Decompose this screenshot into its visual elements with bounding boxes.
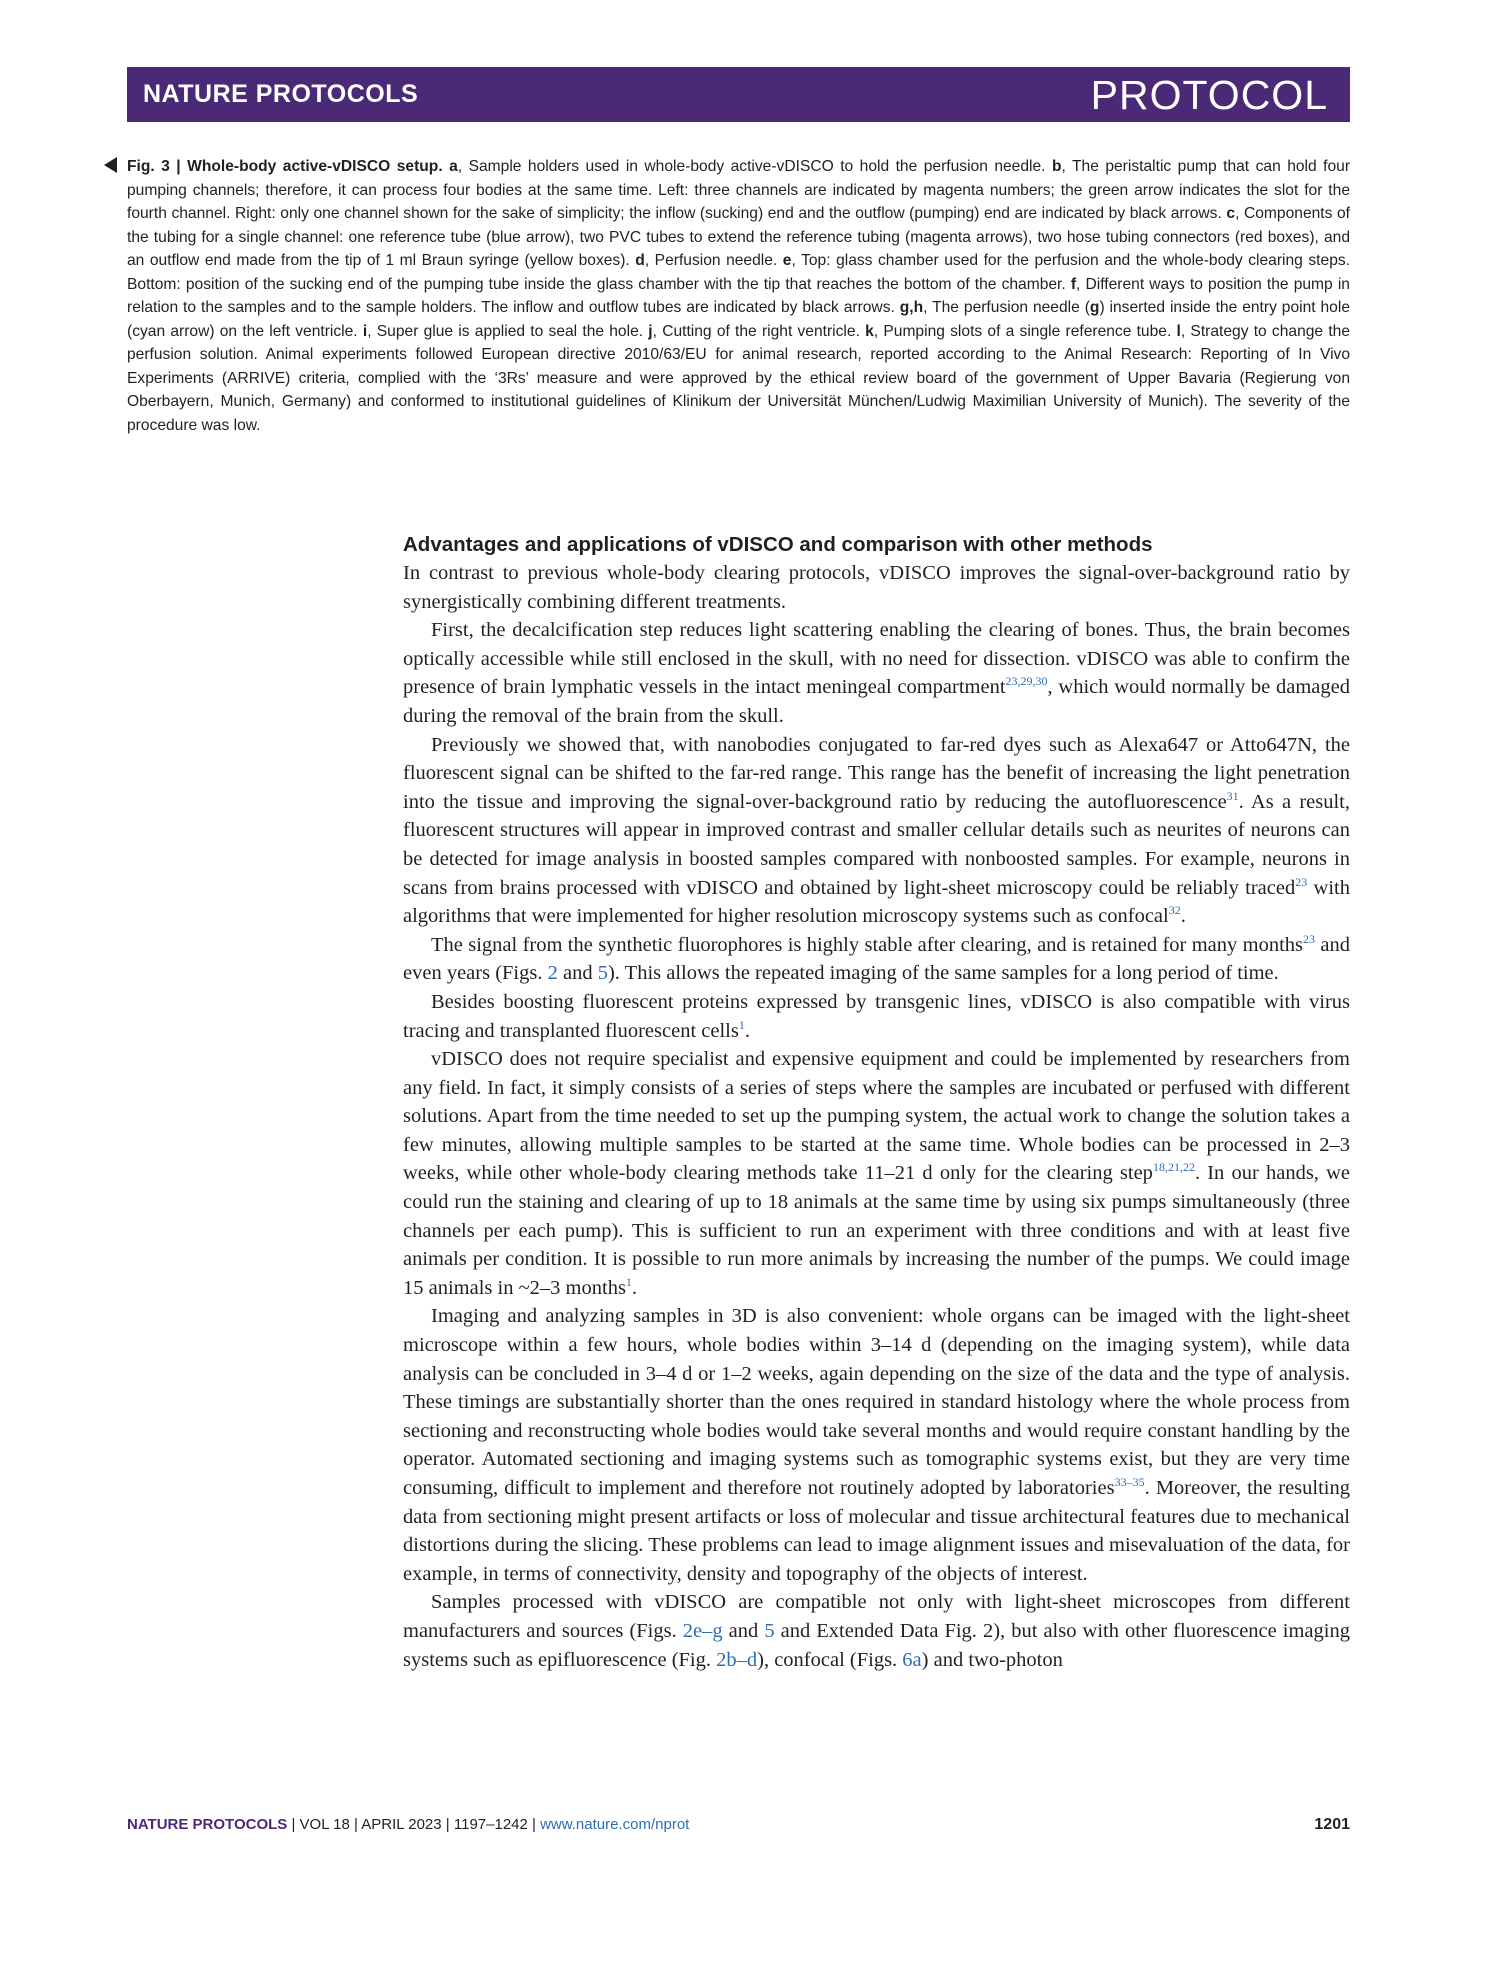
caption-panel-text: , Perfusion needle. (644, 252, 783, 269)
body-paragraph: Samples processed with vDISCO are compatible not only with light-sheet microscopes from different manufacturers and sources (Figs. 2e–g and 5 and Extended Data Fig. 2), but also with other fluorescence imaging systems such as epifluorescence (Fig. 2b–d), confocal (Figs. 6a) and two-photon (403, 1591, 1350, 1671)
figure-reference-link[interactable]: 5 (764, 1619, 775, 1642)
caption-panel-text: , Pumping slots of a single reference tube. (873, 322, 1177, 340)
page-number: 1201 (1314, 1816, 1350, 1833)
footer-date: APRIL 2023 (361, 1816, 442, 1833)
body-paragraph: Previously we showed that, with nanobodies conjugated to far-red dyes such as Alexa647 or Atto647N, the fluorescent signal can be shifted to the far-red range. This range has the benefit of increasing the light penetration into the tissue and improving the signal-over-background ratio by reducing the autofluorescence$^{31}$. As a result, fluorescent structures will appear in improved contrast and smaller cellular details such as neurites of neurons can be detected for image analysis in boosted samples compared with nonboosted samples. For example, neurons in scans from brains processed with vDISCO and obtained by light-sheet microscopy could be reliably traced$^{23}$ with algorithms that were implemented for higher resolution microscopy systems such as confocal$^{32}$. (403, 733, 1350, 928)
page-footer (127, 1816, 1350, 1833)
figure-reference-link[interactable]: 2b–d (716, 1648, 758, 1671)
body-paragraph: In contrast to previous whole-body clearing protocols, vDISCO improves the signal-over-background ratio by synergistically combining different treatments. (403, 562, 1350, 613)
citation-link[interactable]: 32 (1168, 903, 1181, 918)
footer-journal: NATURE PROTOCOLS (127, 1816, 288, 1833)
citation-link[interactable]: 1 (738, 1017, 745, 1032)
caption-panel-label: e (782, 252, 792, 269)
caption-panel-label: a (449, 158, 458, 175)
body-paragraph: Imaging and analyzing samples in 3D is also convenient: whole organs can be imaged with the light-sheet microscope within a few hours, whole bodies within 3–14 d (depending on the imaging system), while data analysis can be concluded in 3–4 d or 1–2 weeks, again depending on the size of the data and the type of analysis. These timings are substantially shorter than the ones required in standard histology where the whole process from sectioning and reconstructing whole bodies would take several months and would require constant handling by the operator. Automated sectioning and imaging systems such as tomographic systems exist, but they are very time consuming, difficult to implement and therefore not routinely adopted by laboratories$^{33-35}$. Moreover, the resulting data from sectioning might present artifacts or loss of molecular and tissue architectural features due to mechanical distortions during the slicing. These problems can lead to image alignment issues and misevaluation of the data, for example, in terms of connectivity, density and topography of the objects of interest. (403, 1305, 1350, 1585)
footer-separator: | (354, 1816, 362, 1833)
caption-panel-text: , Sample holders used in whole-body active-vDISCO to hold the perfusion needle. (457, 158, 1052, 175)
footer-separator: | (291, 1816, 300, 1833)
caption-panel-label: l (1176, 322, 1181, 340)
article-type-label: PROTOCOL (1090, 72, 1328, 118)
caption-panel-text: , Components of the tubing for a single channel: one reference tube (blue arrow), two PVC tubes to extend the reference tubing (magenta arrows), two hose tubing connectors (red boxes), and an outflow end made from the tip of 1 ml Braun syringe (yellow boxes). (127, 205, 1351, 269)
caption-panel-text: , Strategy to change the perfusion solution. Animal experiments followed European directive 2010/63/EU for animal research, reported according to the Animal Research: Reporting of In Vivo Experiments (ARRIVE) criteria, complied with the ‘3Rs’ measure and were approved by the ethical review board of the government of Upper Bavaria (Regierung von Oberbayern, Munich, Germany) and conformed to institutional guidelines of Klinikum der Universität München/Ludwig Maximilian University of Munich). The severity of the procedure was low. (127, 322, 1350, 434)
citation-link[interactable]: 1 (625, 1274, 632, 1289)
caption-panel-label: j (648, 322, 653, 340)
caption-panel-text: , Top: glass chamber used for the perfusion and the whole-body clearing steps. Bottom: position of the sucking end of the pumping tube inside the glass chamber with the tip that reaches the bottom of the chamber. (127, 252, 1350, 293)
caption-panel-label: d (635, 252, 645, 269)
footer-separator: | (445, 1816, 454, 1833)
caption-panel-text: , Cutting of the right ventricle. (652, 322, 866, 340)
article-body (403, 533, 1350, 1674)
journal-name: NATURE PROTOCOLS (143, 80, 419, 108)
body-paragraph: vDISCO does not require specialist and expensive equipment and could be implemented by researchers from any field. In fact, it simply consists of a series of steps where the samples are incubated or perfused with different solutions. Apart from the time needed to set up the pumping system, the actual work to change the solution takes a few minutes, allowing multiple samples to be started at the same time. Whole bodies can be processed in 2–3 weeks, while other whole-body clearing methods take 11–21 d only for the clearing step$^{18,21,22}$. In our hands, we could run the staining and clearing of up to 18 animals at the same time by using six pumps simultaneously (three channels per each pump). This is sufficient to run an experiment with three conditions and with at least five animals per condition. It is possible to run more animals by increasing the number of the pumps. We could image 15 animals in ~2–3 months$^1$. (403, 1048, 1350, 1299)
figure-reference-link[interactable]: 6a (902, 1648, 922, 1671)
section-paragraphs (403, 559, 1350, 1674)
footer-pages: 1197–1242 (453, 1816, 528, 1833)
footer-volume: VOL 18 (299, 1816, 350, 1833)
figure-label: Fig. 3 | Whole-body active-vDISCO setup. (127, 158, 443, 175)
citation-link[interactable]: 18,21,22 (1152, 1160, 1195, 1175)
citation-link[interactable]: 23,29,30 (1005, 674, 1048, 689)
body-paragraph: Besides boosting fluorescent proteins expressed by transgenic lines, vDISCO is also compatible with virus tracing and transplanted fluorescent cells$^1$. (403, 990, 1350, 1042)
caption-panel-text: , The peristaltic pump that can hold four pumping channels; therefore, it can process four bodies at the same time. Left: three channels are indicated by magenta numbers; the green arrow indicates the slot for the fourth channel. Right: only one channel shown for the sake of simplicity; the inflow (sucking) end and the outflow (pumping) end are indicated by black arrows. (127, 158, 1351, 222)
journal-header-bar (127, 67, 1350, 122)
caption-panel-label: b (1051, 158, 1062, 175)
body-paragraph: The signal from the synthetic fluorophores is highly stable after clearing, and is retained for many months$^{23}$ and even years (Figs. 2 and 5). This allows the repeated imaging of the same samples for a long period of time. (403, 931, 1350, 985)
caption-panel-text: , The perfusion needle ( (923, 299, 1090, 316)
caption-panel-label: i (362, 322, 368, 340)
citation-link[interactable]: 31 (1226, 788, 1239, 803)
footer-url-link[interactable]: www.nature.com/nprot (540, 1816, 690, 1833)
section-heading: Advantages and applications of vDISCO and comparison with other methods (403, 533, 1153, 556)
body-paragraph: First, the decalcification step reduces light scattering enabling the clearing of bones. Thus, the brain becomes optically accessible while still enclosed in the skull, with no need for dissection. vDISCO was able to confirm the presence of brain lymphatic vessels in the intact meningeal compartment$^{23,29,30}$, which would normally be damaged during the removal of the brain from the skull. (403, 619, 1350, 727)
citation-link[interactable]: 23 (1303, 931, 1316, 946)
figure-caption (127, 155, 1350, 437)
citation-link[interactable]: 23 (1295, 874, 1308, 889)
caption-panel-label: g (1089, 299, 1100, 316)
caption-panel-label: k (865, 322, 874, 340)
citation-link[interactable]: 33–35 (1114, 1475, 1145, 1489)
caption-panel-label: g,h (899, 299, 924, 316)
figure-reference-link[interactable]: 5 (597, 962, 608, 985)
figure-reference-link[interactable]: 2 (547, 962, 558, 985)
caption-panel-label: f (1070, 275, 1077, 293)
footer-separator: | (532, 1816, 541, 1833)
caption-panel-label: c (1226, 205, 1236, 222)
caption-panel-text: , Super glue is applied to seal the hole. (367, 322, 649, 340)
caption-panel-text: , Different ways to position the pump in relation to the samples and to the sample holders. The inflow and outflow tubes are indicated by black arrows. (127, 275, 1350, 316)
figure-pointer-arrow-icon (104, 157, 117, 173)
figure-reference-link[interactable]: 2e–g (682, 1619, 723, 1642)
caption-panel-text: ) inserted inside the entry point hole (cyan arrow) on the left ventricle. (127, 299, 1350, 340)
